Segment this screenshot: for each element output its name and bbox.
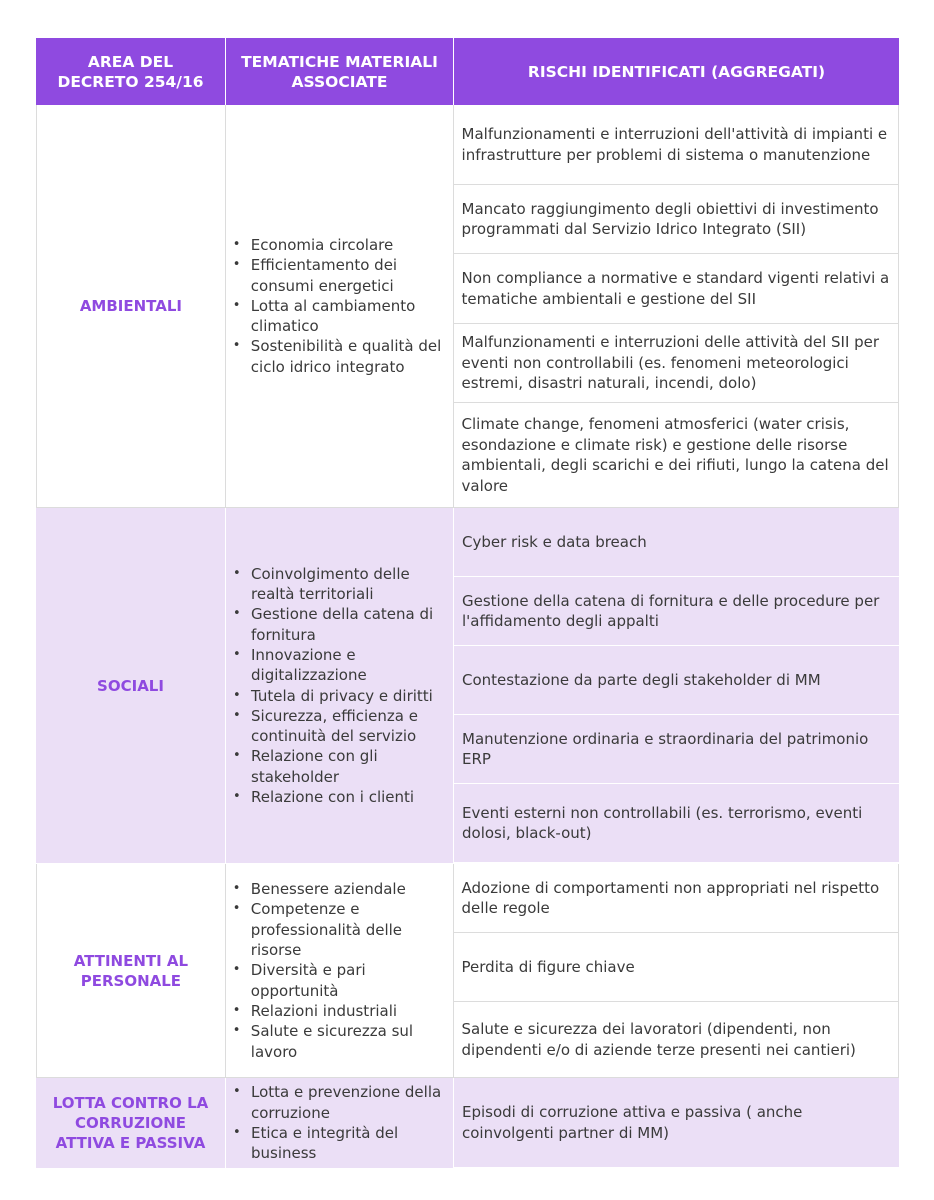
- topics-list: [232, 235, 445, 377]
- topic-item: • Diversità e pari opportunità: [232, 960, 445, 1001]
- risk-text: Contestazione da parte degli stakeholder di MM: [462, 670, 821, 689]
- risk-item: [454, 185, 898, 254]
- risks-cell: [454, 864, 899, 1077]
- area-label: SOCIALI: [36, 508, 226, 863]
- risk-text: Salute e sicurezza dei lavoratori (dipendenti, non dipendenti e/o di aziende terze presenti nei cantieri): [461, 1020, 856, 1059]
- topic-item: • Relazioni industriali: [232, 1001, 445, 1021]
- risk-text: Mancato raggiungimento degli obiettivi di investimento programmati dal Servizio Idrico Integrato (SII): [461, 199, 879, 238]
- topic-item: • Lotta e prevenzione della corruzione: [232, 1082, 445, 1123]
- risk-text: Climate change, fenomeni atmosferici (water crisis, esondazione e climate risk) e gestione delle risorse ambientali, degli scarichi e dei rifiuti, lungo la catena del valore: [461, 415, 889, 495]
- area-label: AMBIENTALI: [36, 105, 226, 507]
- topic-item: • Salute e sicurezza sul lavoro: [232, 1021, 445, 1062]
- topic-item: • Gestione della catena di fornitura: [232, 604, 445, 645]
- risk-text: Cyber risk e data breach: [462, 532, 647, 551]
- risk-item: [454, 1078, 899, 1168]
- topic-item: • Tutela di privacy e diritti: [232, 686, 445, 706]
- topic-item: • Innovazione e digitalizzazione: [232, 645, 445, 686]
- risk-text: Manutenzione ordinaria e straordinaria del patrimonio ERP: [462, 729, 869, 768]
- section-corruzione: [36, 1078, 899, 1168]
- risk-table: [36, 38, 899, 1168]
- risk-item: [454, 508, 899, 577]
- topic-item: • Sostenibilità e qualità del ciclo idrico integrato: [232, 336, 445, 377]
- topics-list: [232, 1082, 445, 1163]
- risk-text: Malfunzionamenti e interruzioni delle attività del SII per eventi non controllabili (es. fenomeni meteorologici estremi, disastri naturali, incendi, dolo): [461, 333, 880, 393]
- risks-cell: [454, 508, 899, 863]
- topic-item: • Etica e integrità del business: [232, 1123, 445, 1164]
- risk-item: [454, 324, 898, 403]
- risk-item: [454, 646, 899, 715]
- topics-list: [232, 564, 445, 808]
- risk-item: [454, 254, 898, 324]
- area-label: ATTINENTI AL PERSONALE: [36, 864, 226, 1077]
- risk-text: Episodi di corruzione attiva e passiva ( anche coinvolgenti partner di MM): [462, 1103, 803, 1142]
- risk-text: Non compliance a normative e standard vigenti relativi a tematiche ambientali e gestione del SII: [461, 269, 890, 308]
- risk-item: [454, 105, 898, 185]
- topic-item: • Relazione con i clienti: [232, 787, 445, 807]
- table-header: [36, 38, 899, 105]
- header-area: AREA DEL DECRETO 254/16: [36, 38, 226, 105]
- topics-cell: [226, 105, 454, 507]
- risks-cell: [454, 1078, 899, 1168]
- risk-item: [454, 715, 899, 784]
- topics-list: [232, 879, 445, 1062]
- risk-item: [454, 864, 898, 933]
- section-ambientali: [36, 105, 899, 508]
- topics-cell: [226, 1078, 454, 1168]
- header-risks: RISCHI IDENTIFICATI (AGGREGATI): [527, 62, 826, 81]
- topic-item: • Economia circolare: [232, 235, 445, 255]
- risk-item: [454, 577, 899, 646]
- header-topics: TEMATICHE MATERIALI ASSOCIATE: [226, 38, 454, 105]
- section-personale: [36, 864, 899, 1078]
- section-sociali: [36, 508, 899, 864]
- risks-cell: [454, 105, 899, 507]
- risk-text: Perdita di figure chiave: [461, 957, 635, 976]
- topic-item: • Benessere aziendale: [232, 879, 445, 899]
- topic-item: • Efficientamento dei consumi energetici: [232, 255, 445, 296]
- risk-text: Eventi esterni non controllabili (es. terrorismo, eventi dolosi, black-out): [462, 803, 863, 842]
- topics-cell: [226, 508, 454, 863]
- topic-item: • Competenze e professionalità delle risorse: [232, 899, 445, 960]
- risk-item: [454, 933, 898, 1002]
- risk-item: [454, 403, 898, 507]
- topic-item: • Relazione con gli stakeholder: [232, 746, 445, 787]
- risk-text: Gestione della catena di fornitura e delle procedure per l'affidamento degli appalti: [462, 591, 880, 630]
- area-label: LOTTA CONTRO LA CORRUZIONE ATTIVA E PASSIVA: [36, 1078, 226, 1168]
- topics-cell: [226, 864, 454, 1077]
- risk-item: [454, 1002, 898, 1077]
- risk-item: [454, 784, 899, 863]
- topic-item: • Sicurezza, efficienza e continuità del servizio: [232, 706, 445, 747]
- topic-item: • Lotta al cambiamento climatico: [232, 296, 445, 337]
- topic-item: • Coinvolgimento delle realtà territoriali: [232, 564, 445, 605]
- risk-text: Adozione di comportamenti non appropriati nel rispetto delle regole: [461, 878, 880, 917]
- risk-text: Malfunzionamenti e interruzioni dell'attività di impianti e infrastrutture per problemi di sistema o manutenzione: [461, 125, 888, 164]
